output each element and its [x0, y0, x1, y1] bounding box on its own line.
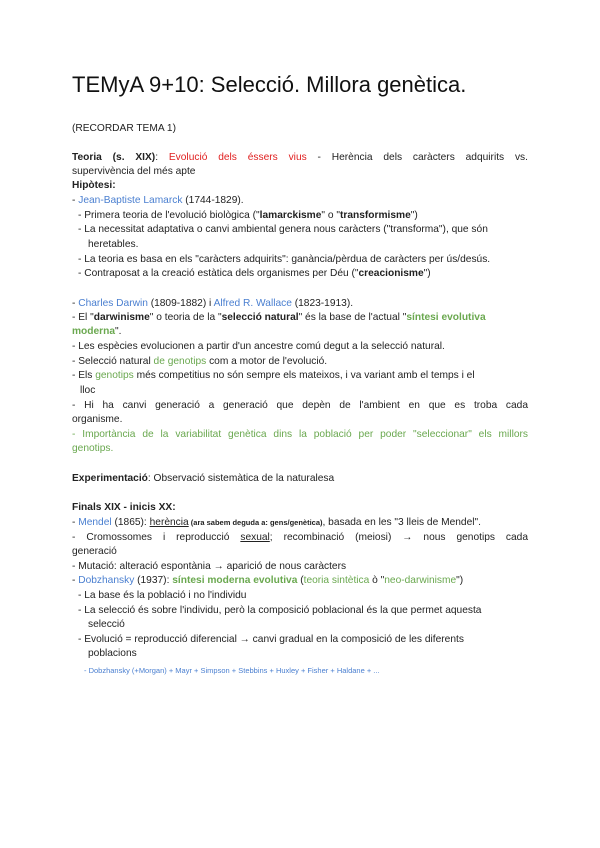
herencia-term: herència: [149, 517, 189, 528]
darwin-years: (1809-1882) i: [147, 298, 214, 309]
experimentacio-line: [72, 472, 528, 486]
text: " o ": [321, 210, 340, 221]
text: més competitius no són sempre els mateixos, i va variant amb el temps i el: [133, 370, 475, 381]
cromossomes-line: [72, 531, 528, 545]
sintesi-point-1: - La base és la població i no l'individu: [78, 590, 247, 601]
dash: -: [72, 517, 79, 528]
experimentacio-label: Experimentació: [72, 473, 148, 484]
lamarck-point-2: - La necessitat adaptativa o canvi ambiental genera nous caràcters ("transforma"), que són: [78, 224, 488, 235]
text: "): [410, 210, 418, 221]
teoria-colon: :: [155, 152, 169, 163]
lamarckisme-term: lamarckisme: [259, 210, 322, 221]
text: " és la base de l'actual ": [298, 312, 407, 323]
experimentacio-text: : Observació sistemàtica de la naturalesa: [147, 473, 335, 484]
genotips-term: de genotips: [153, 356, 207, 367]
darwin-point-3: [72, 355, 528, 369]
dash: -: [72, 575, 79, 586]
wallace-name: Alfred R. Wallace: [213, 298, 292, 309]
lamarck-years: (1744-1829).: [182, 195, 244, 206]
text: - Cromossomes i reproducció: [72, 532, 241, 543]
text: " o teoria de la ": [149, 312, 222, 323]
text: "): [423, 268, 431, 279]
teoria-evolucio: Evolució dels éssers vius: [168, 152, 307, 163]
mendel-name: Mendel: [78, 517, 112, 528]
page-title: TEMyA 9+10: Selecció. Millora genètica.: [72, 72, 467, 97]
dobzhansky-line: [72, 574, 528, 588]
darwin-point-5-cont: organisme.: [72, 414, 123, 425]
darwin-point-6: - Importància de la variabilitat genètica dins la població per poder "seleccionar" els millors: [72, 429, 528, 440]
text: (: [297, 575, 304, 586]
text: "): [456, 575, 464, 586]
darwinisme-term: darwinisme: [93, 312, 150, 323]
darwin-point-2: - Les espècies evolucionen a partir d'un ancestre comú degut a la selecció natural.: [72, 341, 445, 352]
darwin-point-1-cont: [72, 325, 528, 339]
mutacio-line: - Mutació: alteració espontània → aparició de nous caràcters: [72, 561, 347, 572]
creacionisme-term: creacionisme: [358, 268, 424, 279]
sintesi-evolutiva-term: síntesi evolutiva: [406, 312, 486, 323]
lamarck-name: Jean-Baptiste Lamarck: [78, 195, 183, 206]
genotips-term: genotips: [95, 370, 134, 381]
darwin-point-4: [72, 369, 528, 383]
darwin-point-1: [72, 311, 528, 325]
text: com a motor de l'evolució.: [206, 356, 328, 367]
transformisme-term: transformisme: [339, 210, 411, 221]
teoria-line-2: supervivència del més apte: [72, 166, 196, 177]
teoria-rest: - Herència dels caràcters adquirits vs.: [306, 152, 528, 163]
lamarck-point-2-cont: heretables.: [88, 239, 139, 250]
text: ; recombinació (meiosi) → nous genotips cada: [269, 532, 529, 543]
darwin-name: Charles Darwin: [78, 298, 148, 309]
sintesi-point-3-cont: poblacions: [88, 648, 137, 659]
darwin-point-5: - Hi ha canvi generació a generació que depèn de l'ambient en que es troba cada: [72, 400, 528, 411]
sexual-term: sexual: [240, 532, 270, 543]
text: ò ": [369, 575, 385, 586]
dobzhansky-year: (1937):: [134, 575, 173, 586]
text: - Selecció natural: [72, 356, 154, 367]
darwin-point-6-cont: genotips.: [72, 443, 114, 454]
dash: -: [72, 195, 79, 206]
mendel-year: (1865):: [111, 517, 150, 528]
sintesi-point-3: - Evolució = reproducció diferencial → canvi gradual en la composició de les diferents: [78, 634, 464, 645]
lamarck-line: [72, 194, 528, 208]
sintesi-moderna-term: síntesi moderna evolutiva: [172, 575, 298, 586]
lamarck-point-4: [78, 267, 534, 281]
darwin-point-4-cont: lloc: [80, 385, 96, 396]
mendel-line: [72, 516, 528, 530]
dash: -: [72, 298, 79, 309]
wallace-years: (1823-1913).: [291, 298, 354, 309]
text: ".: [115, 326, 122, 337]
synthesis-authors: - Dobzhansky (+Morgan) + Mayr + Simpson + Stebbins + Huxley + Fisher + Haldane + ...: [84, 666, 380, 675]
hipotesi-heading: Hipòtesi:: [72, 180, 116, 191]
seleccio-natural-term: selecció natural: [221, 312, 299, 323]
darwin-line: [72, 297, 528, 311]
lamarck-point-3: - La teoria es basa en els "caràcters adquirits": ganància/pèrdua de caràcters per ús/desús.: [78, 254, 491, 265]
teoria-line-1: [72, 151, 528, 165]
cromossomes-cont: generació: [72, 546, 117, 557]
mendel-note: (ara sabem deguda a: gens/genètica): [188, 518, 323, 527]
sintesi-point-2-cont: selecció: [88, 619, 125, 630]
dobzhansky-name: Dobzhansky: [78, 575, 135, 586]
text: , basada en les "3 lleis de Mendel".: [322, 517, 481, 528]
text: - El ": [72, 312, 94, 323]
neo-darwinisme-term: neo-darwinisme: [384, 575, 457, 586]
teoria-label: Teoria (s. XIX): [72, 152, 156, 163]
recordar-note: (RECORDAR TEMA 1): [72, 123, 176, 134]
lamarck-point-1: [78, 209, 534, 223]
text: - Primera teoria de l'evolució biològica (": [78, 210, 260, 221]
moderna-term: moderna: [72, 326, 116, 337]
sintesi-point-2: - La selecció és sobre l'individu, però la composició poblacional és la que permet aquesta: [78, 605, 482, 616]
teoria-sintetica-term: teoria sintètica: [303, 575, 370, 586]
finals-heading: Finals XIX - inicis XX:: [72, 502, 176, 513]
text: - Contraposat a la creació estàtica dels organismes per Déu (": [78, 268, 359, 279]
text: - Els: [72, 370, 96, 381]
